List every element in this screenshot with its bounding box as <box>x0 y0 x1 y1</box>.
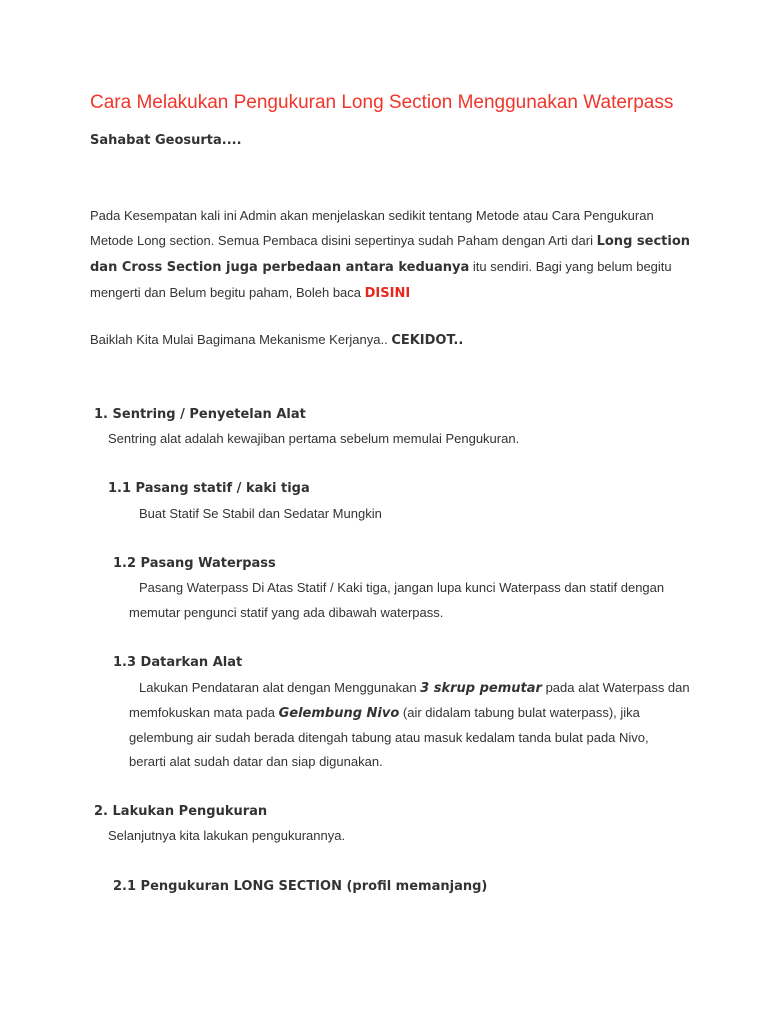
lead-paragraph <box>90 327 690 353</box>
section-1-2-heading: 1.2 Pasang Waterpass <box>113 556 276 571</box>
section-1-3-text-4: (air didalam tabung bulat waterpass), jika <box>399 705 640 720</box>
section-1-1-heading: 1.1 Pasang statif / kaki tiga <box>108 481 310 496</box>
section-2-body: Selanjutnya kita lakukan pengukurannya. <box>108 828 346 843</box>
section-1-3-heading: 1.3 Datarkan Alat <box>113 655 243 670</box>
section-1-3-line-4: berarti alat sudah datar dan siap digunakan. <box>129 754 383 769</box>
intro-text-2: itu sendiri. Bagi yang belum begitu mengerti dan Belum begitu paham, Boleh baca <box>90 259 672 300</box>
intro-paragraph <box>90 203 690 306</box>
lead-text: Baiklah Kita Mulai Bagimana Mekanisme Kerjanya.. <box>90 332 392 347</box>
section-1-3-text-1: Lakukan Pendataran alat dengan Menggunakan <box>139 680 421 695</box>
section-1-1-body: Buat Statif Se Stabil dan Sedatar Mungkin <box>139 506 382 521</box>
disini-link[interactable]: DISINI <box>364 286 411 301</box>
section-2-1-heading: 2.1 Pengukuran LONG SECTION (profil memanjang) <box>113 879 488 894</box>
section-1-3-text-3: memfokuskan mata pada <box>129 705 279 720</box>
section-1-3-line-3: gelembung air sudah berada ditengah tabung atau masuk kedalam tanda bulat pada Nivo, <box>129 730 649 745</box>
gelembung-nivo-emphasis: Gelembung Nivo <box>278 706 400 721</box>
intro-text-1: Pada Kesempatan kali ini Admin akan menjelaskan sedikit tentang Metode atau Cara Pengukuran Metode Long section. Semua Pembaca disini sepertinya sudah Paham dengan Arti dari <box>90 208 654 248</box>
section-1-body: Sentring alat adalah kewajiban pertama sebelum memulai Pengukuran. <box>108 431 520 446</box>
section-1-2-line-1: Pasang Waterpass Di Atas Statif / Kaki tiga, jangan lupa kunci Waterpass dan statif dengan <box>139 580 665 595</box>
section-2-heading: 2. Lakukan Pengukuran <box>94 804 268 819</box>
section-1-3-text-2: pada alat Waterpass dan <box>541 680 690 695</box>
section-1-heading: 1. Sentring / Penyetelan Alat <box>94 407 306 422</box>
section-1-2-line-2: memutar pengunci statif yang ada dibawah waterpass. <box>129 605 444 620</box>
lead-bold: CEKIDOT.. <box>391 333 464 348</box>
intro-bold-phrase: Long section dan Cross Section juga perbedaan antara keduanya <box>90 234 691 275</box>
greeting: Sahabat Geosurta.... <box>90 133 242 148</box>
section-1-3-line-1 <box>139 675 690 701</box>
page-title: Cara Melakukan Pengukuran Long Section Menggunakan Waterpass <box>90 92 674 113</box>
skrup-pemutar-emphasis: 3 skrup pemutar <box>420 681 542 696</box>
section-1-3-line-2 <box>129 700 640 726</box>
